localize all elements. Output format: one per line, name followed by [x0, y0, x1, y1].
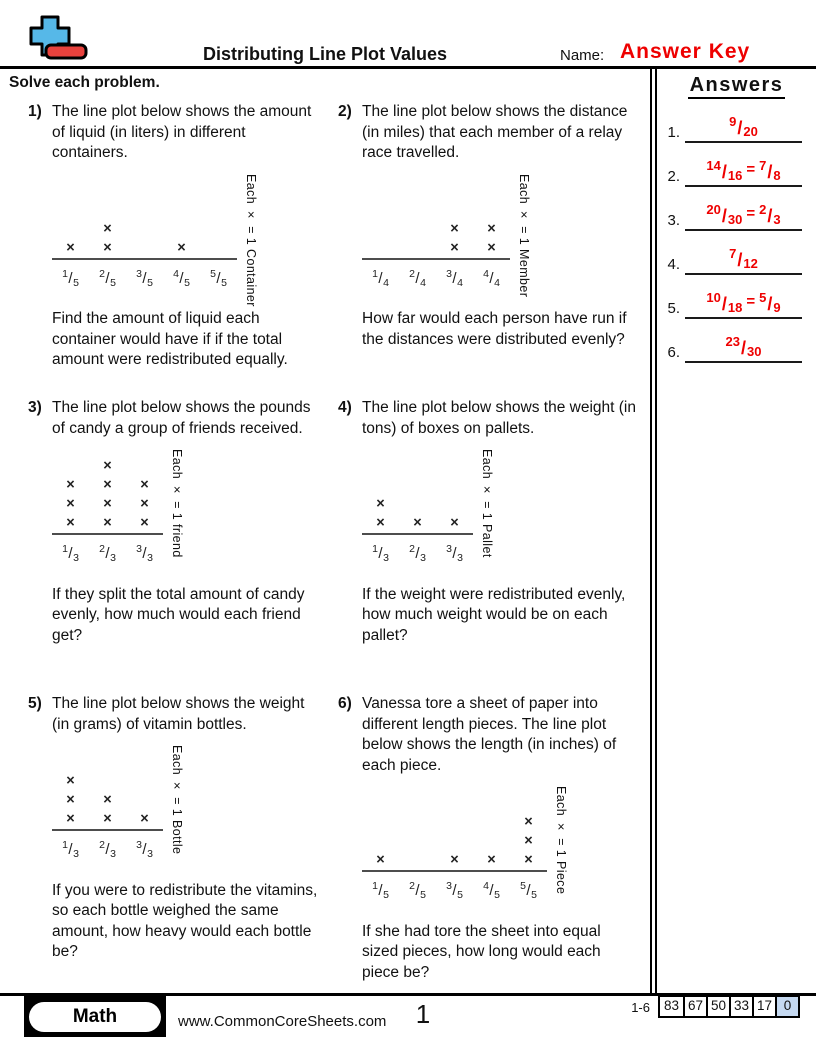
line-plot — [362, 173, 636, 297]
fraction-denominator: 5 — [73, 276, 79, 289]
fraction-numerator: 7 — [729, 246, 737, 261]
plot-tick-label — [436, 264, 473, 294]
fraction-denominator: 30 — [747, 344, 762, 359]
score-cell: 17 — [752, 997, 775, 1016]
x-mark: × — [66, 515, 75, 531]
fraction-numerator: 20 — [706, 202, 721, 217]
fraction-denominator: 18 — [727, 300, 743, 315]
fraction-numerator: 3 — [136, 543, 142, 555]
problem-question: How far would each person have run if the distances were distributed evenly? — [362, 310, 627, 348]
fraction-denominator: 3 — [147, 552, 153, 564]
fraction-denominator: 3 — [110, 848, 116, 860]
answer-value — [685, 202, 802, 231]
fraction-slash: / — [767, 294, 773, 314]
fraction-denominator: 5 — [110, 276, 116, 289]
plot-column — [362, 851, 399, 870]
problem-number: 6) — [338, 695, 352, 712]
fraction-denominator: 5 — [494, 889, 500, 901]
fraction-slash: / — [452, 545, 457, 562]
fraction-numerator: 2 — [99, 543, 105, 555]
fraction-slash: / — [179, 269, 184, 287]
plot-tick-label — [436, 539, 473, 569]
line-plot — [362, 786, 636, 906]
fraction-denominator: 3 — [383, 552, 389, 564]
plot-unit-label: Each × = 1 Piece — [554, 786, 568, 895]
plot-column — [436, 514, 473, 533]
x-mark: × — [103, 458, 112, 474]
plot-tick-label — [399, 876, 436, 906]
plot-column — [399, 514, 436, 533]
fraction-denominator: 5 — [531, 889, 537, 901]
x-mark: × — [103, 496, 112, 512]
fraction-denominator: 16 — [727, 168, 743, 183]
fraction-slash: / — [142, 545, 147, 562]
plot-columns — [52, 174, 237, 258]
x-mark: × — [487, 239, 496, 256]
equals-sign: = — [746, 293, 756, 310]
plot-tick-label — [436, 876, 473, 906]
plot-tick-label — [200, 264, 237, 294]
fraction-numerator: 1 — [62, 267, 68, 280]
x-mark: × — [524, 814, 533, 830]
plot-columns — [362, 449, 473, 533]
name-value: Answer Key — [620, 40, 751, 63]
fraction-denominator: 3 — [147, 848, 153, 860]
fraction-slash: / — [105, 545, 110, 562]
problem-question: If they split the total amount of candy evenly, how much would each friend get? — [52, 585, 305, 644]
problem — [0, 102, 325, 398]
answer-row — [663, 187, 802, 231]
plot-column — [126, 810, 163, 829]
equals-sign: = — [746, 161, 756, 178]
fraction-slash: / — [415, 882, 420, 899]
fraction-denominator: 5 — [457, 889, 463, 901]
fraction-numerator: 5 — [520, 880, 526, 892]
score-cell: 33 — [729, 997, 752, 1016]
fraction-slash: / — [68, 545, 73, 562]
fraction-slash: / — [142, 841, 147, 858]
problem-question: Find the amount of liquid each container would have if if the total amount were redistributed equally. — [52, 310, 288, 368]
fraction-numerator: 4 — [483, 880, 489, 892]
score-cell: 0 — [775, 997, 798, 1016]
fraction-numerator: 2 — [99, 839, 105, 851]
fraction-numerator: 14 — [706, 158, 721, 173]
fraction-denominator: 5 — [184, 276, 190, 289]
fraction-denominator: 5 — [147, 276, 153, 289]
answer-row — [663, 275, 802, 319]
plot-tick-label — [399, 264, 436, 294]
fraction-slash: / — [142, 269, 147, 287]
fraction-denominator: 3 — [110, 552, 116, 564]
score-range-label: 1-6 — [631, 1000, 650, 1015]
problem-intro: The line plot below shows the pounds of candy a group of friends received. — [52, 399, 311, 437]
fraction-slash: / — [526, 882, 531, 899]
plot-column — [510, 813, 547, 870]
plot-column — [89, 457, 126, 533]
instructions-text: Solve each problem. — [9, 74, 160, 91]
problem-question: If she had tore the sheet into equal sized pieces, how long would each piece be? — [362, 922, 601, 981]
plot-column — [89, 791, 126, 829]
answer-row — [663, 99, 802, 143]
score-table — [658, 995, 800, 1018]
x-mark: × — [450, 239, 459, 256]
problem-number: 4) — [338, 399, 352, 416]
x-mark: × — [413, 515, 422, 531]
plot-unit-label: Each × = 1 Member — [517, 173, 531, 297]
fraction-denominator: 4 — [494, 276, 500, 289]
answer-number: 3. — [667, 212, 680, 229]
fraction-slash: / — [737, 118, 743, 138]
problem — [325, 694, 650, 990]
fraction-numerator: 1 — [62, 839, 68, 851]
score-cell: 83 — [663, 998, 680, 1013]
fraction-slash: / — [767, 206, 773, 226]
fraction-numerator: 2 — [409, 267, 415, 280]
x-mark: × — [140, 811, 149, 827]
plot-column — [89, 220, 126, 258]
fraction-numerator: 3 — [136, 839, 142, 851]
x-mark: × — [103, 220, 112, 237]
fraction-slash: / — [415, 269, 420, 287]
fraction-numerator: 2 — [409, 543, 415, 555]
page-title: Distributing Line Plot Values — [202, 44, 448, 64]
plot-tick-labels — [362, 260, 510, 294]
plot-tick-labels — [362, 872, 547, 906]
plot-tick-label — [473, 876, 510, 906]
problem-intro: Vanessa tore a sheet of paper into different length pieces. The line plot below shows the length (in inches) of each piece. — [362, 695, 617, 774]
fraction-slash: / — [721, 294, 727, 314]
problem-number: 5) — [28, 695, 42, 712]
fraction-denominator: 3 — [457, 552, 463, 564]
line-plot — [52, 745, 325, 865]
x-mark: × — [487, 220, 496, 237]
problem-intro: The line plot below shows the amount of liquid (in liters) in different containers. — [52, 103, 312, 161]
fraction-denominator: 5 — [221, 276, 227, 289]
plot-tick-labels — [52, 260, 237, 294]
fraction-numerator: 5 — [759, 290, 767, 305]
fraction-numerator: 7 — [759, 158, 767, 173]
plot-columns — [52, 449, 163, 533]
plot-tick-label — [89, 264, 126, 294]
x-mark: × — [450, 852, 459, 868]
line-plot — [52, 449, 325, 569]
fraction-numerator: 5 — [210, 267, 216, 280]
x-mark: × — [66, 792, 75, 808]
equals-sign: = — [746, 205, 756, 222]
fraction-numerator: 1 — [62, 543, 68, 555]
plot-columns — [362, 786, 547, 870]
plot-tick-label — [362, 264, 399, 294]
fraction-denominator: 8 — [773, 168, 781, 183]
answer-value — [685, 290, 802, 319]
fraction-numerator: 3 — [446, 880, 452, 892]
answer-number: 5. — [667, 300, 680, 317]
plot-column — [52, 239, 89, 258]
plot-column — [163, 239, 200, 258]
problems-grid — [0, 69, 650, 993]
x-mark: × — [376, 496, 385, 512]
plot-tick-label — [362, 876, 399, 906]
answer-number: 1. — [667, 124, 680, 141]
answer-value — [685, 334, 802, 363]
line-plot — [52, 173, 325, 307]
plot-columns — [52, 745, 163, 829]
x-mark: × — [376, 515, 385, 531]
plot-column — [436, 851, 473, 870]
problem — [0, 694, 325, 990]
plot-unit-label: Each × = 1 friend — [170, 449, 184, 558]
problem-question: If the weight were redistributed evenly, how much weight would be on each pallet? — [362, 585, 626, 644]
fraction-denominator: 20 — [743, 124, 758, 139]
fraction-numerator: 3 — [446, 543, 452, 555]
plot-tick-labels — [52, 831, 163, 865]
plot-column — [473, 851, 510, 870]
x-mark: × — [140, 477, 149, 493]
fraction-denominator: 3 — [73, 552, 79, 564]
fraction-numerator: 3 — [446, 267, 452, 280]
fraction-numerator: 1 — [372, 880, 378, 892]
fraction-numerator: 4 — [483, 267, 489, 280]
problem-intro: The line plot below shows the weight (in tons) of boxes on pallets. — [362, 399, 636, 437]
answer-value — [685, 246, 802, 275]
plot-tick-labels — [362, 535, 473, 569]
fraction-numerator: 4 — [173, 267, 179, 280]
fraction-numerator: 3 — [136, 267, 142, 280]
score-cell: 67 — [683, 997, 706, 1016]
answers-list — [657, 99, 816, 363]
answer-number: 6. — [667, 344, 680, 361]
fraction-slash: / — [68, 269, 73, 287]
problem — [325, 398, 650, 694]
fraction-numerator: 2 — [759, 202, 767, 217]
plot-unit-label: Each × = 1 Container — [244, 173, 258, 307]
fraction-slash: / — [378, 882, 383, 899]
x-mark: × — [103, 477, 112, 493]
x-mark: × — [376, 852, 385, 868]
fraction-slash: / — [415, 545, 420, 562]
fraction-slash: / — [721, 162, 727, 182]
x-mark: × — [103, 792, 112, 808]
problem-intro: The line plot below shows the distance (in miles) that each member of a relay race travelled. — [362, 103, 628, 161]
x-mark: × — [66, 773, 75, 789]
fraction-denominator: 30 — [727, 212, 743, 227]
plot-tick-label — [163, 264, 200, 294]
problem — [0, 398, 325, 694]
problem — [325, 102, 650, 398]
answers-title: Answers — [657, 74, 816, 97]
x-mark: × — [66, 496, 75, 512]
problem-question: If you were to redistribute the vitamins, so each bottle weighed the same amount, how heavy would each bottle be? — [52, 881, 318, 960]
plot-column — [126, 476, 163, 533]
problem-number: 2) — [338, 103, 352, 120]
answer-value — [685, 114, 802, 143]
fraction-numerator: 1 — [372, 543, 378, 555]
x-mark: × — [66, 811, 75, 827]
fraction-slash: / — [216, 269, 221, 287]
plot-tick-labels — [52, 535, 163, 569]
fraction-denominator: 3 — [420, 552, 426, 564]
plot-tick-label — [473, 264, 510, 294]
fraction-numerator: 23 — [725, 334, 740, 349]
plot-columns — [362, 174, 510, 258]
fraction-slash: / — [489, 269, 494, 287]
fraction-denominator: 4 — [420, 276, 426, 289]
answer-row — [663, 319, 802, 363]
x-mark: × — [66, 477, 75, 493]
plot-tick-label — [126, 264, 163, 294]
fraction-slash: / — [378, 269, 383, 287]
name-label: Name: — [560, 47, 605, 64]
x-mark: × — [140, 496, 149, 512]
x-mark: × — [487, 852, 496, 868]
fraction-numerator: 2 — [99, 267, 105, 280]
fraction-denominator: 3 — [773, 212, 781, 227]
x-mark: × — [66, 239, 75, 256]
plot-tick-label — [89, 835, 126, 865]
plot-column — [52, 476, 89, 533]
answer-number: 2. — [667, 168, 680, 185]
problem-intro: The line plot below shows the weight (in grams) of vitamin bottles. — [52, 695, 305, 733]
fraction-numerator: 9 — [729, 114, 737, 129]
fraction-slash: / — [452, 882, 457, 899]
plot-unit-label: Each × = 1 Bottle — [170, 745, 184, 855]
fraction-slash: / — [378, 545, 383, 562]
plot-tick-label — [52, 835, 89, 865]
plot-column — [362, 495, 399, 533]
plot-tick-label — [89, 539, 126, 569]
fraction-denominator: 5 — [420, 889, 426, 901]
fraction-denominator: 12 — [743, 256, 758, 271]
plot-tick-label — [399, 539, 436, 569]
fraction-numerator: 1 — [372, 267, 378, 280]
x-mark: × — [524, 852, 533, 868]
plot-column — [473, 220, 510, 258]
plot-tick-label — [510, 876, 547, 906]
fraction-slash: / — [68, 841, 73, 858]
answer-value — [685, 158, 802, 187]
fraction-slash: / — [737, 250, 743, 270]
fraction-slash: / — [489, 882, 494, 899]
x-mark: × — [140, 515, 149, 531]
x-mark: × — [103, 239, 112, 256]
fraction-slash: / — [452, 269, 457, 287]
x-mark: × — [177, 239, 186, 256]
fraction-slash: / — [767, 162, 773, 182]
fraction-denominator: 9 — [773, 300, 781, 315]
fraction-denominator: 4 — [457, 276, 463, 289]
answers-panel — [650, 69, 816, 993]
fraction-denominator: 4 — [383, 276, 389, 289]
fraction-slash: / — [740, 338, 746, 358]
website-text: www.CommonCoreSheets.com — [178, 1013, 387, 1030]
fraction-slash: / — [105, 269, 110, 287]
x-mark: × — [450, 515, 459, 531]
plot-tick-label — [126, 539, 163, 569]
page-number: 1 — [415, 999, 431, 1029]
plot-column — [436, 220, 473, 258]
x-mark: × — [103, 811, 112, 827]
answer-row — [663, 231, 802, 275]
score-cell: 50 — [706, 997, 729, 1016]
subject-label: Math — [29, 1002, 161, 1032]
fraction-slash: / — [721, 206, 727, 226]
line-plot — [362, 449, 636, 569]
x-mark: × — [524, 833, 533, 849]
plot-tick-label — [52, 539, 89, 569]
plot-column — [52, 772, 89, 829]
answer-number: 4. — [667, 256, 680, 273]
plot-tick-label — [362, 539, 399, 569]
fraction-denominator: 3 — [73, 848, 79, 860]
plot-unit-label: Each × = 1 Pallet — [480, 449, 494, 558]
fraction-slash: / — [105, 841, 110, 858]
plot-tick-label — [126, 835, 163, 865]
x-mark: × — [103, 515, 112, 531]
problem-number: 1) — [28, 103, 42, 120]
fraction-numerator: 2 — [409, 880, 415, 892]
answer-row — [663, 143, 802, 187]
plot-tick-label — [52, 264, 89, 294]
fraction-numerator: 10 — [706, 290, 721, 305]
problem-number: 3) — [28, 399, 42, 416]
x-mark: × — [450, 220, 459, 237]
fraction-denominator: 5 — [383, 889, 389, 901]
